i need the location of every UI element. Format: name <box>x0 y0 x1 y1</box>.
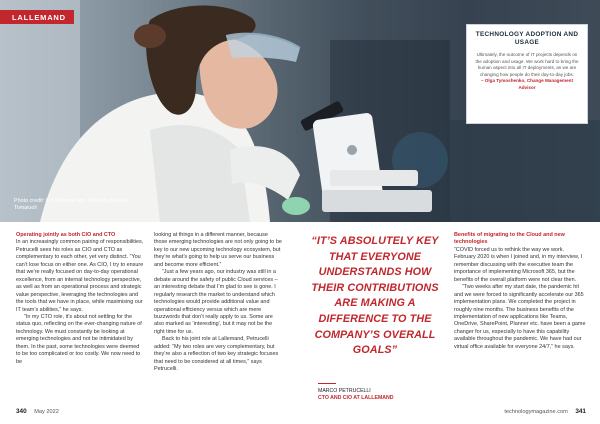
callout-box <box>466 24 588 124</box>
column-4-paragraph: “COVID forced us to rethink the way we work. February 2020 is when I joined and, in my interview, I remember discussing with the executive team the importance of implementing Microsoft 365, but the benefits of the overall platform were not clear then. <box>454 246 583 283</box>
photo-credit: Photo credit: © Lallemand Inc. Photo by Daniele Tomaiuoli <box>14 198 129 211</box>
article-column-1 <box>16 232 144 366</box>
column-1-paragraph: In an increasingly common pairing of responsibilities, Petrucelli sees his roles as CIO and CTO as complementary to each other, yet very distinct. “You can’t lose focus on either one. As CIO, I try to ensure that we’re really focused on day-to-day operational excellence, from an internal technology perspective, as well as from an operational process and strategic value perspective, leveraging the technologies and the tools that we have in place, while maximising our IT team’s abilities,” he says. <box>16 239 144 313</box>
footer-left <box>16 408 59 415</box>
column-2-paragraph: Back to his joint role at Lallemand, Petrucelli added: “My two roles are very complementary, but they’re also a reflection of two key strategic focuses that need to be considered at all times,” says Petrucelli. <box>154 336 279 373</box>
left-page-number: 340 <box>16 408 27 415</box>
pull-quote-name: MARCO PETRUCELLI <box>318 388 371 394</box>
column-4-paragraph: “Two weeks after my start date, the pandemic hit and we were forced to significantly accelerate our 365 implementation plans. We completed the project in roughly nine months. The business benefits of the implementation of new applications like Teams, OneDrive, SharePoint, Planner etc. have been a game changer for us, especially to have this capability available throughout the pandemic. We have had our virtual office available for everyone 24/7,” he says. <box>454 284 586 350</box>
article-column-4 <box>454 232 586 351</box>
pull-quote: “IT’S ABSOLUTELY KEY THAT EVERYONE UNDERSTANDS HOW THEIR CONTRIBUTIONS ARE MAKING A DIFFERENCE TO THE COMPANY’S OVERALL GOALS” <box>311 235 439 357</box>
column-4-heading: Benefits of migrating to the Cloud and new technologies <box>454 232 565 246</box>
column-2-paragraph: looking at things in a different manner, because those emerging technologies are not only going to be key to our new upcoming technology ecosystem, but they’re what’s going to help us serve our business and become more efficient.” <box>154 232 282 268</box>
section-tag <box>0 10 74 24</box>
section-label: LALLEMAND <box>12 12 66 22</box>
footer-right <box>504 408 586 415</box>
pull-quote-role: CTO AND CIO AT LALLEMAND <box>318 395 394 401</box>
issue-date: May 2022 <box>34 409 59 415</box>
callout-body: Ultimately, the outcome of IT projects depends on the adoption and usage. We work hard to bring the human aspect into all IT deployments, as we are changing how people do their day-to-day jobs. <box>475 52 579 77</box>
column-1-paragraph: “In my CTO role, it’s about not settling for the status quo, reflecting on the ever-changing nature of technology. We must constantly be looking at emerging technologies and not be intimidated by them. In the past, some technologies were deemed to be too complicated or too costly. We now need to be <box>16 313 142 365</box>
callout-title: TECHNOLOGY ADOPTION AND USAGE <box>475 31 579 46</box>
callout-attribution: – Olga Tymoshenko, Change Management Advisor <box>480 78 574 90</box>
right-page-number: 341 <box>575 408 586 415</box>
column-1-heading: Operating jointly as both CIO and CTO <box>16 232 116 238</box>
pull-quote-divider <box>318 383 336 384</box>
website-link[interactable]: technologymagazine.com <box>504 409 568 415</box>
column-2-paragraph: “Just a few years ago, our industry was still in a debate around the safety of public Cloud services – an interesting debate that I’m glad to see is gone. I regularly research the market to understand which technologies would provide additional value and operational efficiency versus which are mere buzzwords that don’t really apply to us. Some are also marked as ‘interesting’, but it may not be the right time for us. <box>154 269 278 335</box>
article-column-2 <box>154 232 282 374</box>
